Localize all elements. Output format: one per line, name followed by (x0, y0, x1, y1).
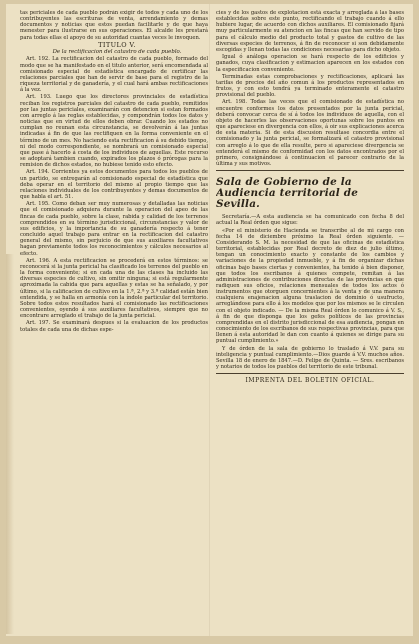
traslado-paragraph: Y de órden de la sala de gobierno lo traslado á V.V. para su inteligencia y puntual cumplimiento.—Dios guarde á V.V. muchos años. Sevilla 18 de enero de 1847.—D. Felipe de Quinta. — Sres. escribanos y notarios de todos los pueblos del territorio de este tribunal. (216, 345, 404, 371)
paragraph-intro: tas periciales de cada pueblo podrán exigir de todos y cada uno de los contribuyentes las escrituras de venta, arrendamiento y demas documentos y noticias que estos puedan facilitarle y de que haya menester para ilustrarse en sus operaciones. El alcalde les prestará para todas ellas el apoyo de su autoridad cuantas veces le invoquen. (20, 10, 208, 41)
article-195: Art. 195. Como deban ser muy numerosas y detalladas las noticias que el comisionado adquiera durante la operacion del apeo de las fincas de cada pueblo, sobre la clase, rabida y calidad de los terrenos comprendidos en su término jurisdiccional, circunstancias y valor de sus edificios, y la importancia de su ganadería respecto á tener concluido aquel trabajo para entrar en la rectificacion del catastro general del mismo, sin perjuicio de que sus auxiliares facultativos hagan previamente todos los reconocimientos y cálculos necesarios al efecto. (20, 201, 208, 257)
article-197: Art. 197. Se examinará despues si la evaluacion de los productos totales de cada una de dichas espe- (20, 320, 208, 333)
secretaria-paragraph: Secretaría.—A esta audiencia se ha comunicado con fecha 8 del actual la Real órden que sigue: (216, 214, 404, 227)
article-192: Art. 192. La rectificacion del catastro de cada pueblo, formado del modo que se ha manifestado en el titulo anterior, será encomendada al comisionado especial de estadística encargado de certificar las relaciones parciales que han de servir de base para el registro de la riqueza territorial y de ganadería, y el cual hará ambas rectificaciones á la vez. (20, 56, 208, 94)
page-fold (209, 4, 210, 636)
section-divider (216, 170, 404, 171)
article-198: Art. 198. Todas las veces que el comisionado de estadística no encuentre conformes los datos presentados por la junta pericial, deberá convocar cerca de sí á todos los individuos de aquella, con el objeto de hacerles las observaciones oportunas sobre los puntos en que apareciese en divergencia con ellos, á oir sus explicaciones acerca de esta materia. Si de esta discusion resultase concordia entre el comisionado y la junta pericial, se formalizará el catastro provisional con arreglo á lo que de ella resulte, pero si apareciese divergencia se entenderá el mismo de conformidad con los datos encontrados por el primero, consignándose á continuacion el parecer contrario de la última y sus motivos. (216, 99, 404, 168)
right-column (216, 10, 404, 630)
sala-heading: Sala de Gobierno de la Audiencia territorial de Sevilla. (216, 176, 359, 211)
section-subtitle: De la rectificacion del catastro de cada pueblo. (52, 49, 182, 56)
imprint-line: IMPRENTA DEL BOLETIN OFICIAL. (245, 377, 375, 385)
page-stain (6, 254, 14, 634)
article-196: Art. 196. A esta rectificacion se procederá en estos términos: se reconocerá si la junta pericial ha clasificado los terrenos del pueblo en la forma conveniente; si en cada una de las clases ha incluido las diversas especies de cultivo, sin omitir ninguna; si está regularmente aproximada la cabida que para aquellas y estas se ha señalado, y por último, si la calificacion de cultivo en la 1.ª, 2.ª y 3.ª calidad están bien entendida, y se halla en armonía con la índole particular del territorio. Sobre todos estos resultados hará el comisionado las rectificaciones convenientes, oyendo á sus auxiliares facultativos, siempre que no encontrare arreglado el trabajo de la junta pericial. (20, 257, 208, 320)
paragraph-igual: Igual ó análoga operacion se hará respecto de los edificios y ganados, cuya clasificacion y estimacion aparecen en los estados con la especificacion conveniente. (216, 54, 404, 73)
document-page (6, 4, 413, 636)
footer-divider (216, 373, 404, 374)
paragraph-terminadas: Terminadas estas comprobaciones y rectificaciones, aplicará las tarifas de precios del año comun á los productos representados en frutos, y con esto tendrá ya terminado enteramente el catastro provisional del pueblo. (216, 73, 404, 99)
article-193: Art. 193. Luego que los directores provinciales de estadística reciban los registros parciales del catastro de cada pueblo, remitidos por las juntas periciales, examinarán con detencion si estan formados con arreglo á las reglas establecidas, y compondrán todos los datos y noticias que en virtud de ellos deben obrar. Cuando los estados no cumplan no reunan esta circunstancia, se devolverán á las juntas indicadas á fin de que las rectifiquen en la forma conveniente en el término de un mes. No haciendo esta rectificacion á su debido tiempo, ni del modo correspondiente, se nombrará un comisionado especial que pase á hacerlo á costa de los individuos de aquellas. Este recurso se adoptará tambien cuando, expirados los plazos ó prórogas para la remision de dichos estados, no hubiese tenido esto efecto. (20, 94, 208, 169)
section-title: TITULO V. (98, 40, 136, 49)
article-194: Art. 194. Corrientes ya estos documentos para todos los pueblos de un partido, se entregarán al comisionado especial de estadística que deba operar en el territorio del mismo al propio tiempo que las relaciones individuales de los contribuyentes y demas documentos de que habla el art. 51. (20, 169, 208, 200)
real-orden-paragraph: «Por el ministerio de Hacienda se transcribe al de mi cargo con fecha 14 de diciembre próximo la Real órden siguiente. — Considerando S. M. la necesidad de que las oficinas de estadística territorial, establecidas por Real decreto de diez de julio último, tengan un conocimiento exacto y constante de los cambios y variaciones de la propiedad inmueble, y á fin de organizar dichas oficinas bajo bases ciertas y convenientes, ha tenido á bien disponer, que todos los escribanos á quienes compete, remitan á las administraciones de contribuciones directas de las provincias en que radiquen sus oficios, relaciones mensuales de todos los actos ó instrumentos que otorguen concernientes á la venta y de una manera cualquiera enajenacion alguna traslacion de dominio ó usufructo, arreglándose para ello á los modelos que por los mismos se le circulen con el objeto indicado. — De la misma Real órden lo comunico á V. S., á fin de que disponga que los gefes políticos de las provincias comprendidas en el distrito jurisdiccional de esa audiencia, pongan en conocimiento de los escribanos de sus respectivas provincias, para que llenen á esta autoridad le dan con cuanto á quienes se dirige para su puntual cumplimiento.» (216, 227, 404, 345)
paragraph-continuation: cies y de los gastos de explotacion está exacta y arreglada á las bases establecidas sobre este punto, rectificando el trabajo cuando á ello hubiere lugar, de acuerdo con dichos auxiliares. El comisionado fijará muy particularmente su atencion en las fincas que han servido de tipo para el cálculo medio del producto total y gastos de cultivo de las diversas especies de terrenos, á fin de reconocer si son debidamente escogidas y llenan todas las condiciones necesarias para dicho objeto. (216, 10, 404, 53)
left-column (20, 10, 208, 630)
